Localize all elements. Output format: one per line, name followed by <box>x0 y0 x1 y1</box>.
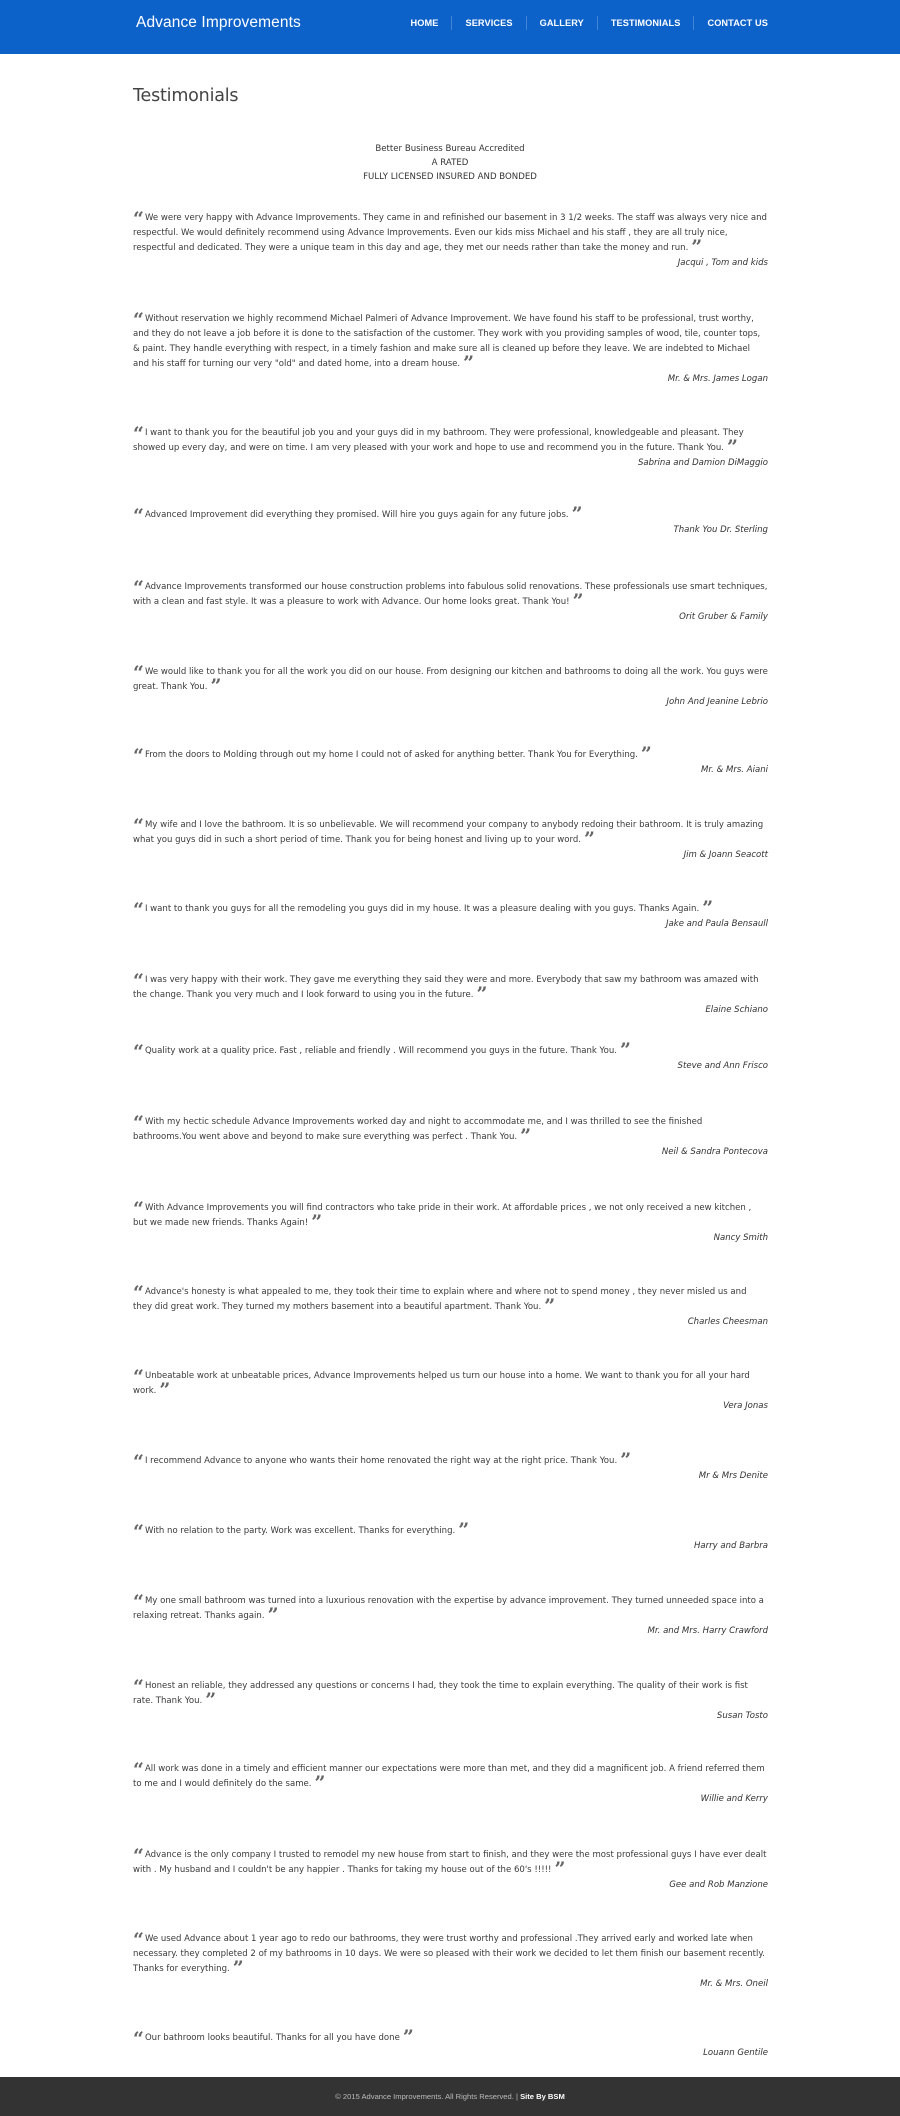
testimonial-text: My wife and I love the bathroom. It is so unbelievable. We will recommend your company to anybody redoing their bathroom. It is truly amazing what you guys did in such a short period of time. Thank you for being honest and living up to your word. <box>133 820 764 845</box>
testimonial-quote <box>133 577 768 612</box>
testimonial-item <box>133 1198 768 1245</box>
close-quote-icon: ” <box>311 1211 321 1233</box>
testimonial-author: Steve and Ann Frisco <box>677 1061 768 1071</box>
main-nav <box>411 0 769 46</box>
testimonial-quote <box>133 897 768 921</box>
testimonial-quote <box>133 1929 768 1979</box>
open-quote-icon: “ <box>133 1521 142 1543</box>
testimonial-quote <box>133 1112 768 1147</box>
testimonial-quote <box>133 1366 768 1401</box>
testimonial-quote <box>133 1759 768 1794</box>
testimonial-text: Honest an reliable, they addressed any questions or concerns I had, they took the time to explain everything. The quality of their work is fist rate. Thank You. <box>133 1681 748 1706</box>
testimonial-quote <box>133 503 768 527</box>
testimonial-item <box>133 309 768 386</box>
close-quote-icon: ” <box>620 1039 629 1061</box>
site-logo[interactable]: Advance Improvements <box>136 14 301 31</box>
testimonial-text: I recommend Advance to anyone who wants their home renovated the right way at the right price. Thank You. <box>144 1456 618 1466</box>
open-quote-icon: “ <box>133 899 142 921</box>
testimonial-item <box>133 1282 768 1329</box>
testimonial-item <box>133 1591 768 1638</box>
nav-services[interactable]: SERVICES <box>451 16 525 30</box>
testimonial-author: Charles Cheesman <box>687 1317 768 1327</box>
close-quote-icon: ” <box>458 1519 468 1541</box>
open-quote-icon: “ <box>133 1845 142 1867</box>
testimonial-quote <box>133 970 768 1005</box>
close-quote-icon: ” <box>463 352 473 374</box>
page-title: Testimonials <box>133 86 239 106</box>
testimonial-author: Sabrina and Damion DiMaggio <box>637 458 768 468</box>
testimonial-author: John And Jeanine Lebrio <box>666 697 768 707</box>
testimonial-item <box>133 2026 768 2060</box>
close-quote-icon: ” <box>691 236 701 258</box>
open-quote-icon: “ <box>133 577 142 599</box>
close-quote-icon: ” <box>205 1689 215 1711</box>
testimonial-text: Unbeatable work at unbeatable prices, Advance Improvements helped us turn our house into a home. We want to thank you for all your hard work. <box>133 1371 750 1396</box>
open-quote-icon: “ <box>133 208 142 230</box>
testimonial-text: Without reservation we highly recommend Michael Palmeri of Advance Improvement. We have found his staff to be professional, trust worthy, and they do not leave a job before it is done to the satisfaction of the customer. They work with you providing samples of wood, tile, counter tops, & paint. They handle everything with respect, in a timely fashion and make sure all is cleaned up before they leave. We are indebted to Michael and his staff for turning our very "old" and dated home, into a dream house. <box>133 314 761 369</box>
testimonial-author: Mr. & Mrs. Aiani <box>701 765 768 775</box>
open-quote-icon: “ <box>133 1282 142 1304</box>
testimonial-quote <box>133 309 768 374</box>
testimonial-text: Advance's honesty is what appealed to me, they took their time to explain where and where not to spend money , they never misled us and they did great work. They turned my mothers basement into a beautiful apartment. Thank You. <box>133 1287 747 1312</box>
testimonial-text: From the doors to Molding through out my home I could not of asked for anything better. Thank You for Everything. <box>144 750 638 760</box>
open-quote-icon: “ <box>133 2028 142 2050</box>
open-quote-icon: “ <box>133 662 142 684</box>
testimonial-quote <box>133 208 768 258</box>
open-quote-icon: “ <box>133 1759 142 1781</box>
testimonial-quote <box>133 1039 768 1063</box>
testimonial-text: With no relation to the party. Work was excellent. Thanks for everything. <box>144 1526 456 1536</box>
testimonial-quote <box>133 1282 768 1317</box>
testimonial-author: Nancy Smith <box>713 1233 768 1243</box>
accreditation <box>0 142 900 184</box>
testimonial-quote <box>133 815 768 850</box>
testimonial-author: Mr. and Mrs. Harry Crawford <box>647 1626 768 1636</box>
testimonial-author: Orit Gruber & Family <box>679 612 768 622</box>
testimonial-item <box>133 1759 768 1806</box>
testimonial-author: Susan Tosto <box>716 1711 768 1721</box>
testimonial-quote <box>133 1591 768 1626</box>
testimonial-item <box>133 423 768 470</box>
close-quote-icon: ” <box>620 1449 630 1471</box>
open-quote-icon: “ <box>133 1929 142 1951</box>
testimonial-quote <box>133 743 768 767</box>
nav-contact-us[interactable]: CONTACT US <box>693 16 768 30</box>
testimonial-item <box>133 815 768 862</box>
open-quote-icon: “ <box>133 1112 142 1134</box>
close-quote-icon: ” <box>402 2026 412 2048</box>
close-quote-icon: ” <box>210 675 220 697</box>
testimonial-text: I want to thank you for the beautiful job you and your guys did in my bathroom. They were professional, knowledgeable and pleasant. They showed up every day, and were on time. I am very pleased with your work and hope to use and recommend you in the future. Thank You. <box>133 428 744 453</box>
testimonial-text: Advanced Improvement did everything they promised. Will hire you guys again for any future jobs. <box>144 510 569 520</box>
testimonial-item <box>133 1845 768 1892</box>
testimonial-quote <box>133 1449 768 1473</box>
close-quote-icon: ” <box>640 743 650 765</box>
close-quote-icon: ” <box>571 503 581 525</box>
testimonial-author: Louann Gentile <box>703 2048 768 2058</box>
testimonial-item <box>133 662 768 709</box>
open-quote-icon: “ <box>133 1366 142 1388</box>
open-quote-icon: “ <box>133 815 142 837</box>
testimonial-item <box>133 503 768 537</box>
testimonial-item <box>133 970 768 1017</box>
testimonial-text: My one small bathroom was turned into a luxurious renovation with the expertise by advance improvement. They turned unneeded space into a relaxing retreat. Thanks again. <box>133 1596 764 1621</box>
testimonial-author: Vera Jonas <box>723 1401 768 1411</box>
open-quote-icon: “ <box>133 745 142 767</box>
testimonial-author: Thank You Dr. Sterling <box>673 525 768 535</box>
site-footer <box>0 2077 900 2116</box>
testimonial-item <box>133 1112 768 1159</box>
testimonial-item <box>133 1929 768 1991</box>
testimonial-item <box>133 1449 768 1483</box>
open-quote-icon: “ <box>133 1451 142 1473</box>
close-quote-icon: ” <box>584 828 593 850</box>
testimonial-text: With my hectic schedule Advance Improvements worked day and night to accommodate me, and I was thrilled to see the finished bathrooms.You went above and beyond to make sure everything was perfect . Thank You. <box>133 1117 703 1142</box>
close-quote-icon: ” <box>702 897 712 919</box>
open-quote-icon: “ <box>133 1676 142 1698</box>
testimonial-item <box>133 1676 768 1723</box>
testimonial-text: We were very happy with Advance Improvements. They came in and refinished our basement in 3 1/2 weeks. The staff was always very nice and respectful. We would definitely recommend using Advance Improvements. Even our kids miss Michael and his staff , they are all truly nice, respectful and dedicated. They were a unique team in this day and age, they met our needs rather than take the money and run. <box>133 213 767 253</box>
open-quote-icon: “ <box>133 970 142 992</box>
open-quote-icon: “ <box>133 309 142 331</box>
close-quote-icon: ” <box>314 1772 324 1794</box>
accreditation-line-rating: A RATED <box>431 158 469 168</box>
close-quote-icon: ” <box>520 1125 530 1147</box>
testimonial-item <box>133 1039 768 1073</box>
testimonial-author: Jim & Joann Seacott <box>683 850 768 860</box>
testimonial-text: I was very happy with their work. They gave me everything they said they were and more. Everybody that saw my bathroom was amazed with the change. Thank you very much and I look forward to using you in the future. <box>133 975 759 1000</box>
open-quote-icon: “ <box>133 1198 142 1220</box>
testimonial-item <box>133 208 768 270</box>
testimonial-text: Our bathroom looks beautiful. Thanks for all you have done <box>144 2033 400 2043</box>
testimonial-author: Jake and Paula Bensaull <box>665 919 768 929</box>
testimonial-text: All work was done in a timely and efficient manner our expectations were more than met, and they did a magnificent job. A friend referred them to me and I would definitely do the same. <box>133 1764 765 1789</box>
testimonial-quote <box>133 423 768 458</box>
testimonial-text: We would like to thank you for all the work you did on our house. From designing our kitchen and bathrooms to doing all the work. You guys were great. Thank You. <box>133 667 768 692</box>
testimonial-item <box>133 577 768 624</box>
testimonial-text: I want to thank you guys for all the remodeling you guys did in my house. It was a pleasure dealing with you guys. Thanks Again. <box>144 904 700 914</box>
testimonial-text: Advance Improvements transformed our house construction problems into fabulous solid renovations. These professionals use smart techniques, with a clean and fast style. It was a pleasure to work with Advance. Our home looks great. Thank You! <box>133 582 768 607</box>
close-quote-icon: ” <box>554 1858 564 1880</box>
accreditation-line-bbb: Better Business Bureau Accredited <box>375 144 525 154</box>
site-header <box>0 0 900 54</box>
nav-gallery[interactable]: GALLERY <box>526 16 597 30</box>
open-quote-icon: “ <box>133 423 142 445</box>
testimonial-item <box>133 897 768 931</box>
testimonial-quote <box>133 2026 768 2050</box>
open-quote-icon: “ <box>133 1041 142 1063</box>
testimonial-author: Mr. & Mrs. James Logan <box>667 374 768 384</box>
testimonial-text: With Advance Improvements you will find contractors who take pride in their work. At affordable prices , we not only received a new kitchen , but we made new friends. Thanks Again! <box>133 1203 752 1228</box>
open-quote-icon: “ <box>133 505 142 527</box>
testimonial-author: Mr & Mrs Denite <box>698 1471 768 1481</box>
close-quote-icon: ” <box>232 1957 242 1979</box>
testimonial-quote <box>133 1845 768 1880</box>
testimonial-item <box>133 1366 768 1413</box>
close-quote-icon: ” <box>727 436 736 458</box>
close-quote-icon: ” <box>544 1295 554 1317</box>
testimonial-text: Quality work at a quality price. Fast , reliable and friendly . Will recommend you guys in the future. Thank You. <box>144 1046 618 1056</box>
testimonial-author: Elaine Schiano <box>705 1005 768 1015</box>
testimonial-author: Willie and Kerry <box>700 1794 768 1804</box>
nav-testimonials[interactable]: TESTIMONIALS <box>597 16 694 30</box>
close-quote-icon: ” <box>159 1379 169 1401</box>
open-quote-icon: “ <box>133 1591 142 1613</box>
testimonial-quote <box>133 662 768 697</box>
close-quote-icon: ” <box>267 1604 277 1626</box>
testimonial-author: Harry and Barbra <box>693 1541 768 1551</box>
testimonial-author: Mr. & Mrs. Oneil <box>700 1979 768 1989</box>
testimonial-author: Gee and Rob Manzione <box>669 1880 768 1890</box>
close-quote-icon: ” <box>572 590 582 612</box>
testimonial-author: Jacqui , Tom and kids <box>677 258 768 268</box>
nav-home[interactable]: HOME <box>410 18 439 28</box>
close-quote-icon: ” <box>476 983 486 1005</box>
testimonial-item <box>133 743 768 777</box>
footer-credit-link[interactable]: Site By BSM <box>520 2092 565 2101</box>
testimonial-text: We used Advance about 1 year ago to redo our bathrooms, they were trust worthy and professional .They arrived early and worked late when necessary. they completed 2 of my bathrooms in 10 days. We were so pleased with their work we decided to let them finish our basement recently. Thanks for everything. <box>133 1934 765 1974</box>
footer-copyright: © 2015 Advance Improvements. All Rights Reserved. | <box>335 2092 521 2101</box>
accreditation-line-licensed: FULLY LICENSED INSURED AND BONDED <box>363 172 537 182</box>
testimonial-quote <box>133 1198 768 1233</box>
testimonial-text: Advance is the only company I trusted to remodel my new house from start to finish, and they were the most professional guys I have ever dealt with . My husband and I couldn't be any happier . Thanks for taking my house out of the 60's !!!!! <box>133 1850 767 1875</box>
testimonial-author: Neil & Sandra Pontecova <box>661 1147 768 1157</box>
testimonial-quote <box>133 1676 768 1711</box>
testimonial-quote <box>133 1519 768 1543</box>
testimonial-item <box>133 1519 768 1553</box>
